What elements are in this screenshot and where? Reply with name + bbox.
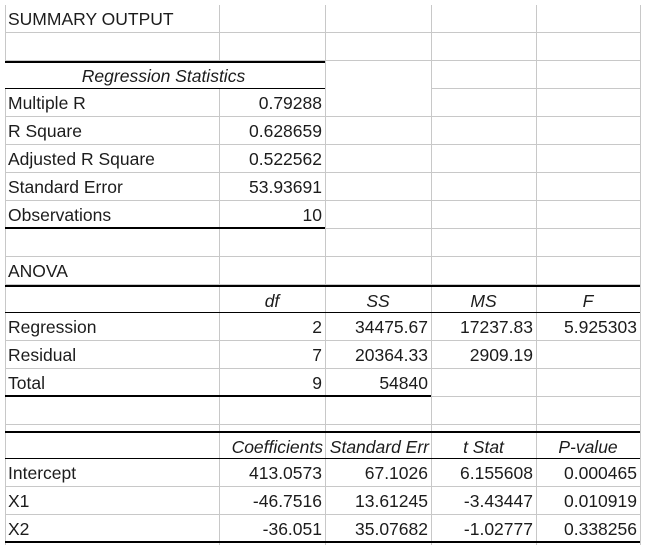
anova-row-label[interactable]: Total <box>5 369 219 397</box>
stat-row <box>5 173 640 201</box>
coef-t-stat[interactable]: -1.02777 <box>431 515 536 543</box>
coefficient-row <box>5 487 640 515</box>
empty-cell[interactable] <box>431 61 536 89</box>
coef-standard-error[interactable]: 67.1026 <box>325 459 431 487</box>
anova-ss[interactable]: 20364.33 <box>325 341 431 369</box>
empty-cell[interactable] <box>431 5 536 33</box>
anova-header-ms[interactable]: MS <box>431 285 536 313</box>
anova-df[interactable]: 9 <box>219 369 325 397</box>
row-blank <box>5 33 640 61</box>
anova-ss[interactable]: 54840 <box>325 369 431 397</box>
stat-row <box>5 145 640 173</box>
stat-value[interactable]: 0.522562 <box>219 145 325 173</box>
empty-cell[interactable] <box>5 285 219 313</box>
anova-row <box>5 369 640 397</box>
empty-cell[interactable] <box>325 5 431 33</box>
anova-header-df[interactable]: df <box>219 285 325 313</box>
anova-df[interactable]: 7 <box>219 341 325 369</box>
empty-cell[interactable] <box>325 397 431 425</box>
empty-cell[interactable] <box>325 33 431 61</box>
anova-title[interactable]: ANOVA <box>5 257 219 285</box>
anova-row-label[interactable]: Residual <box>5 341 219 369</box>
empty-cell[interactable] <box>325 173 431 201</box>
empty-cell[interactable] <box>219 33 325 61</box>
coef-standard-error[interactable]: 35.07682 <box>325 515 431 543</box>
empty-cell[interactable] <box>431 173 536 201</box>
empty-cell[interactable] <box>431 257 536 285</box>
stat-row <box>5 201 640 229</box>
coef-header-standard-error[interactable]: Standard Err <box>325 431 431 459</box>
row-blank <box>5 229 640 257</box>
stat-value[interactable]: 10 <box>219 201 325 229</box>
coef-value[interactable]: -46.7516 <box>219 487 325 515</box>
anova-ms[interactable] <box>431 369 536 397</box>
coef-t-stat[interactable]: -3.43447 <box>431 487 536 515</box>
empty-cell[interactable] <box>431 33 536 61</box>
empty-cell[interactable] <box>325 201 431 229</box>
empty-cell[interactable] <box>219 229 325 257</box>
empty-cell[interactable] <box>536 5 640 33</box>
coef-row-label[interactable]: X1 <box>5 487 219 515</box>
anova-ms[interactable]: 17237.83 <box>431 313 536 341</box>
coef-p-value[interactable]: 0.000465 <box>536 459 640 487</box>
anova-df[interactable]: 2 <box>219 313 325 341</box>
empty-cell[interactable] <box>325 257 431 285</box>
empty-cell[interactable] <box>219 397 325 425</box>
empty-cell[interactable] <box>325 89 431 117</box>
empty-cell[interactable] <box>536 117 640 145</box>
coef-p-value[interactable]: 0.338256 <box>536 515 640 543</box>
stat-label[interactable]: Observations <box>5 201 219 229</box>
row-blank <box>5 397 640 425</box>
stat-row <box>5 89 640 117</box>
empty-cell[interactable] <box>5 431 219 459</box>
anova-f[interactable] <box>536 369 640 397</box>
anova-row-label[interactable]: Regression <box>5 313 219 341</box>
coef-row-label[interactable]: X2 <box>5 515 219 543</box>
empty-cell[interactable] <box>431 89 536 117</box>
anova-header-row <box>5 285 640 313</box>
coef-standard-error[interactable]: 13.61245 <box>325 487 431 515</box>
anova-row <box>5 313 640 341</box>
stat-label[interactable]: Adjusted R Square <box>5 145 219 173</box>
anova-header-f[interactable]: F <box>536 285 640 313</box>
coef-t-stat[interactable]: 6.155608 <box>431 459 536 487</box>
empty-cell[interactable] <box>431 201 536 229</box>
empty-cell[interactable] <box>536 89 640 117</box>
stat-label[interactable]: Multiple R <box>5 89 219 117</box>
coefficient-row <box>5 515 640 543</box>
summary-title[interactable]: SUMMARY OUTPUT <box>5 5 219 33</box>
stat-value[interactable]: 0.79288 <box>219 89 325 117</box>
stat-value[interactable]: 53.93691 <box>219 173 325 201</box>
row-regression-statistics-header <box>5 61 640 89</box>
empty-cell[interactable] <box>536 145 640 173</box>
anova-f[interactable] <box>536 341 640 369</box>
stat-label[interactable]: Standard Error <box>5 173 219 201</box>
empty-cell[interactable] <box>536 33 640 61</box>
empty-cell[interactable] <box>431 229 536 257</box>
stat-value[interactable]: 0.628659 <box>219 117 325 145</box>
empty-cell[interactable] <box>219 257 325 285</box>
empty-cell[interactable] <box>325 117 431 145</box>
coef-p-value[interactable]: 0.010919 <box>536 487 640 515</box>
stat-label[interactable]: R Square <box>5 117 219 145</box>
empty-cell[interactable] <box>536 257 640 285</box>
coef-header-t-stat[interactable]: t Stat <box>431 431 536 459</box>
anova-f[interactable]: 5.925303 <box>536 313 640 341</box>
row-summary-title <box>5 5 640 33</box>
coefficients-header-row <box>5 431 640 459</box>
empty-cell[interactable] <box>325 145 431 173</box>
coefficient-row <box>5 459 640 487</box>
empty-cell[interactable] <box>219 5 325 33</box>
empty-cell[interactable] <box>536 397 640 425</box>
stat-row <box>5 117 640 145</box>
anova-ms[interactable]: 2909.19 <box>431 341 536 369</box>
anova-ss[interactable]: 34475.67 <box>325 313 431 341</box>
empty-cell[interactable] <box>5 33 219 61</box>
coef-value[interactable]: -36.051 <box>219 515 325 543</box>
coef-row-label[interactable]: Intercept <box>5 459 219 487</box>
anova-header-ss[interactable]: SS <box>325 285 431 313</box>
empty-cell[interactable] <box>5 229 219 257</box>
empty-cell[interactable] <box>325 229 431 257</box>
empty-cell[interactable] <box>536 229 640 257</box>
empty-cell[interactable] <box>431 397 536 425</box>
row-anova-title <box>5 257 640 285</box>
grid-col-line <box>640 5 641 545</box>
empty-cell[interactable] <box>431 145 536 173</box>
coef-value[interactable]: 413.0573 <box>219 459 325 487</box>
regression-statistics-header[interactable]: Regression Statistics <box>5 61 325 89</box>
empty-cell[interactable] <box>536 173 640 201</box>
empty-cell[interactable] <box>5 397 219 425</box>
empty-cell[interactable] <box>431 117 536 145</box>
coef-header-p-value[interactable]: P-value <box>536 431 640 459</box>
coef-header-coefficients[interactable]: Coefficients <box>219 431 325 459</box>
empty-cell[interactable] <box>536 61 640 89</box>
empty-cell[interactable] <box>536 201 640 229</box>
anova-row <box>5 341 640 369</box>
